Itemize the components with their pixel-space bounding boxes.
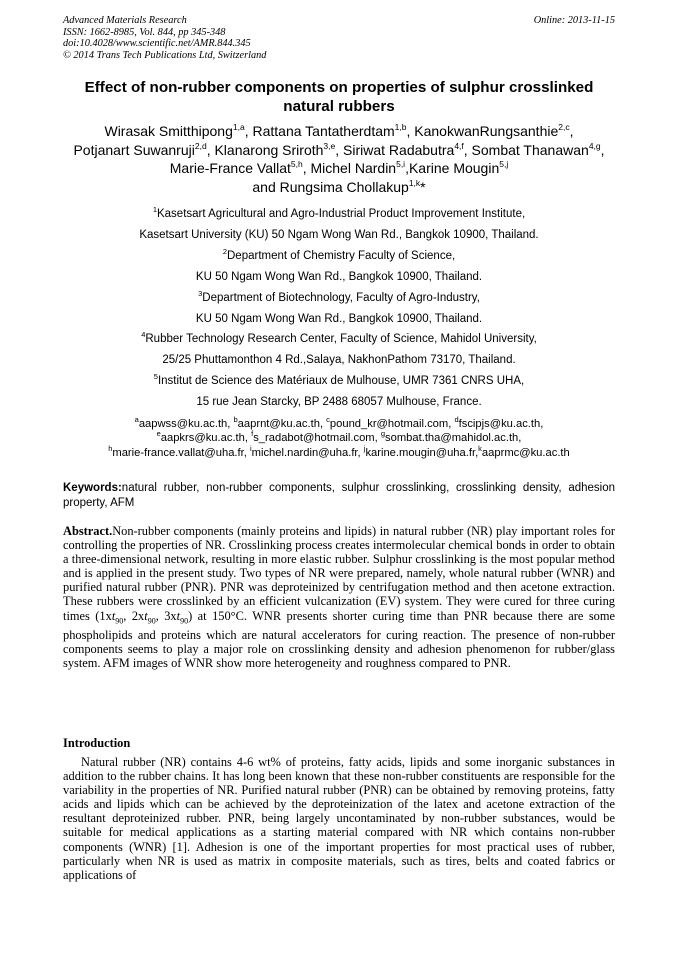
author-affil-marker: 1,a bbox=[232, 122, 245, 132]
email-address: karine.mougin@uha.fr bbox=[365, 446, 476, 459]
author-affil-marker: 3,e bbox=[323, 140, 336, 151]
author-affil-marker: 5,i bbox=[396, 159, 406, 169]
email-line bbox=[63, 443, 615, 460]
abstract-sub-1: 90 bbox=[115, 616, 124, 626]
keywords-text: natural rubber, non-rubber components, sulphur crosslinking, crosslinking density, adhesion property, AFM bbox=[63, 482, 615, 509]
abstract-text-before: Non-rubber components (mainly proteins and lipids) in natural rubber (NR) play important roles for controlling the properties of NR. Crosslinking process creates intermolecular chemical bonds in order to obtain a three-dimensional network, resulting in more elastic rubber. Sulphur crosslinking is the most popular method and is applied in the present study. Two types of NR were prepared, namely, whole natural rubber (WNR) and purified natural rubber (PNR). PNR was deproteinized by centrifugation method and then acetone extraction. These rubbers were crosslinked by an efficient vulcanization (EV) system. They were cured for three curing times (1x bbox=[63, 524, 615, 623]
affiliation-text: Kasetsart Agricultural and Agro-Industrial Product Improvement Institute, bbox=[156, 208, 526, 220]
keywords-label: Keywords: bbox=[63, 482, 122, 494]
email-separator: , bbox=[227, 418, 234, 430]
email-separator: , bbox=[319, 418, 327, 430]
affiliation-address: Kasetsart University (KU) 50 Ngam Wong Wan Rd., Bangkok 10900, Thailand. bbox=[139, 228, 539, 241]
author-affil-marker: 5,j bbox=[499, 159, 509, 169]
author-separator: , bbox=[244, 123, 253, 139]
affiliation-list bbox=[63, 204, 615, 413]
affiliation-number: 5 bbox=[153, 372, 158, 382]
email-separator: , bbox=[540, 418, 544, 430]
author-name: Rattana Tantatherdtam bbox=[252, 123, 395, 139]
email-line bbox=[63, 417, 615, 431]
author-name: Wirasak Smitthipong bbox=[104, 123, 233, 139]
affiliation-text: Institut de Science des Matériaux de Mulhouse, UMR 7361 CNRS UHA, bbox=[157, 375, 525, 388]
email-address: marie-france.vallat@uha.fr bbox=[112, 446, 244, 459]
journal-header bbox=[63, 15, 615, 61]
affiliation-line bbox=[63, 288, 615, 309]
abstract-label: Abstract. bbox=[63, 524, 113, 538]
affiliation-line bbox=[63, 246, 615, 267]
author-name: Potjanart Suwanruji bbox=[73, 141, 195, 158]
email-marker: i bbox=[249, 443, 252, 453]
affiliation-number: 2 bbox=[222, 246, 227, 256]
author-affil-marker: 2,c bbox=[558, 122, 570, 132]
copyright-line: © 2014 Trans Tech Publications Ltd, Switzerland bbox=[63, 49, 267, 61]
author-separator: , bbox=[335, 141, 344, 158]
author-name: Marie-France Vallat bbox=[169, 160, 291, 176]
abstract-sub-3: 90 bbox=[180, 616, 189, 626]
author-separator: * bbox=[420, 178, 426, 195]
affiliation-address: 25/25 Phuttamonthon 4 Rd.,Salaya, NakhonPathom 73170, Thailand. bbox=[162, 354, 516, 367]
author-separator: , bbox=[600, 141, 605, 158]
email-address: pound_kr@hotmail.com bbox=[329, 418, 449, 430]
email-address: michel.nardin@uha.fr bbox=[251, 446, 358, 459]
email-separator: , bbox=[374, 432, 381, 445]
abstract-t90-2: t bbox=[144, 608, 148, 623]
online-date: Online: 2013-11-15 bbox=[533, 15, 615, 26]
affiliation-number: 1 bbox=[152, 205, 157, 214]
author-separator: , bbox=[463, 141, 472, 158]
author-name: Klanarong Sriroth bbox=[214, 141, 324, 158]
introduction-heading: Introduction bbox=[63, 736, 131, 750]
journal-name: Advanced Materials Research bbox=[63, 15, 187, 26]
author-separator: , bbox=[569, 123, 574, 139]
abstract-mid-1: , 2x bbox=[123, 608, 145, 623]
email-address: s_radabot@hotmail.com bbox=[253, 432, 375, 445]
author-affil-marker: 4,g bbox=[588, 140, 601, 151]
author-separator: , bbox=[206, 141, 215, 158]
affiliation-line bbox=[63, 329, 615, 350]
author-separator: , bbox=[302, 160, 311, 176]
affiliation-address: KU 50 Ngam Wong Wan Rd., Bangkok 10900, Thailand. bbox=[195, 270, 483, 283]
email-marker: b bbox=[233, 415, 238, 424]
email-marker: e bbox=[156, 429, 161, 439]
affiliation-text: Department of Biotechnology, Faculty of Agro-Industry, bbox=[202, 291, 480, 304]
author-list bbox=[63, 122, 615, 196]
email-separator: , bbox=[518, 432, 522, 445]
author-separator: , bbox=[405, 160, 409, 176]
author-affil-marker: 1,k bbox=[408, 177, 421, 188]
email-marker: f bbox=[251, 429, 254, 439]
email-address: fscipjs@ku.ac.th bbox=[458, 418, 541, 430]
author-name: Karine Mougin bbox=[408, 160, 500, 176]
email-separator: , bbox=[357, 446, 364, 459]
email-address: aapkrs@ku.ac.th bbox=[160, 432, 245, 445]
paper-title: Effect of non-rubber components on properties of sulphur crosslinked natural rubbers bbox=[84, 79, 594, 115]
affiliation-line bbox=[63, 371, 615, 392]
email-marker: d bbox=[454, 415, 459, 424]
email-marker: j bbox=[363, 443, 366, 453]
author-affil-marker: 4,f bbox=[454, 140, 464, 151]
affiliation-address: KU 50 Ngam Wong Wan Rd., Bangkok 10900, Thailand. bbox=[195, 312, 483, 325]
email-marker: a bbox=[134, 415, 139, 424]
abstract-t90-3: t bbox=[176, 608, 181, 623]
author-separator: , bbox=[406, 123, 415, 139]
author-name: Michel Nardin bbox=[310, 160, 397, 176]
author-affil-marker: 5,h bbox=[290, 159, 303, 169]
email-separator: , bbox=[448, 418, 455, 430]
introduction-body: Natural rubber (NR) contains 4-6 wt% of proteins, fatty acids, lipids and some inorganic substances in addition to the rubber chains. It has long been known that these non-rubber constituents are responsible for the variability in the properties of NR. Purified natural rubber (PNR) can be obtained by removing proteins, fatty acids and lipids which can be achieved by the deproteinization of the latex and acetone extraction of the resultant deproteinized rubber. PNR, being largely uncontaminated by non-rubber substances, would be suitable for medical applications as a starting material compared with NR which contains non-rubber components (WNR) [1]. Adhesion is one of the important properties for most practical uses of rubber, particularly when NR is used as matrix in composite materials, such as tires, belts and coated fabrics or applications of bbox=[63, 755, 615, 882]
affiliation-number: 3 bbox=[198, 288, 203, 298]
author-name: KanokwanRungsanthie bbox=[414, 123, 559, 139]
email-separator: , bbox=[244, 432, 252, 445]
email-separator: , bbox=[475, 446, 479, 459]
author-affil-marker: 1,b bbox=[394, 122, 407, 132]
affiliation-line bbox=[63, 204, 615, 225]
abstract-sub-2: 90 bbox=[147, 616, 156, 626]
email-line bbox=[63, 431, 615, 445]
abstract-mid-2: , 3x bbox=[155, 608, 177, 623]
keywords-section bbox=[63, 481, 615, 510]
abstract-t90-1: t bbox=[111, 608, 116, 623]
author-affil-marker: 2,d bbox=[194, 140, 207, 151]
author-name: Siriwat Radabutra bbox=[343, 141, 455, 158]
email-address: aaprnt@ku.ac.th bbox=[237, 418, 320, 430]
email-marker: g bbox=[380, 429, 386, 439]
affiliation-number: 4 bbox=[141, 330, 146, 340]
email-marker: k bbox=[478, 443, 482, 453]
author-name: and Rungsima Chollakup bbox=[252, 178, 409, 195]
email-marker: h bbox=[108, 443, 113, 453]
author-name: Sombat Thanawan bbox=[471, 141, 589, 158]
affiliation-text: Rubber Technology Research Center, Faculty of Science, Mahidol University, bbox=[145, 333, 537, 346]
abstract-text-after: ) at 150°C. WNR presents shorter curing time than PNR because there are some phospholipids and proteins which are natural accelerators for curing reaction. The presence of non-rubber components seems to play a major role on crosslinking density and adhesion phenomenon for rubber/glass system. AFM images of WNR show more heterogeneity and roughness compared to PNR. bbox=[63, 608, 616, 671]
email-address: aaprmc@ku.ac.th bbox=[481, 446, 570, 459]
issn-line: ISSN: 1662-8985, Vol. 844, pp 345-348 bbox=[63, 26, 226, 38]
email-marker: c bbox=[326, 415, 330, 424]
email-address: aapwss@ku.ac.th bbox=[138, 418, 228, 430]
affiliation-address: 15 rue Jean Starcky, BP 2488 68057 Mulhouse, France. bbox=[196, 396, 482, 409]
email-separator: , bbox=[243, 446, 250, 459]
email-address: sombat.tha@mahidol.ac.th bbox=[385, 432, 519, 445]
doi-line: doi:10.4028/www.scientific.net/AMR.844.345 bbox=[63, 38, 251, 49]
abstract-section bbox=[63, 524, 615, 670]
email-list bbox=[63, 417, 615, 460]
affiliation-text: Department of Chemistry Faculty of Science, bbox=[227, 249, 456, 262]
